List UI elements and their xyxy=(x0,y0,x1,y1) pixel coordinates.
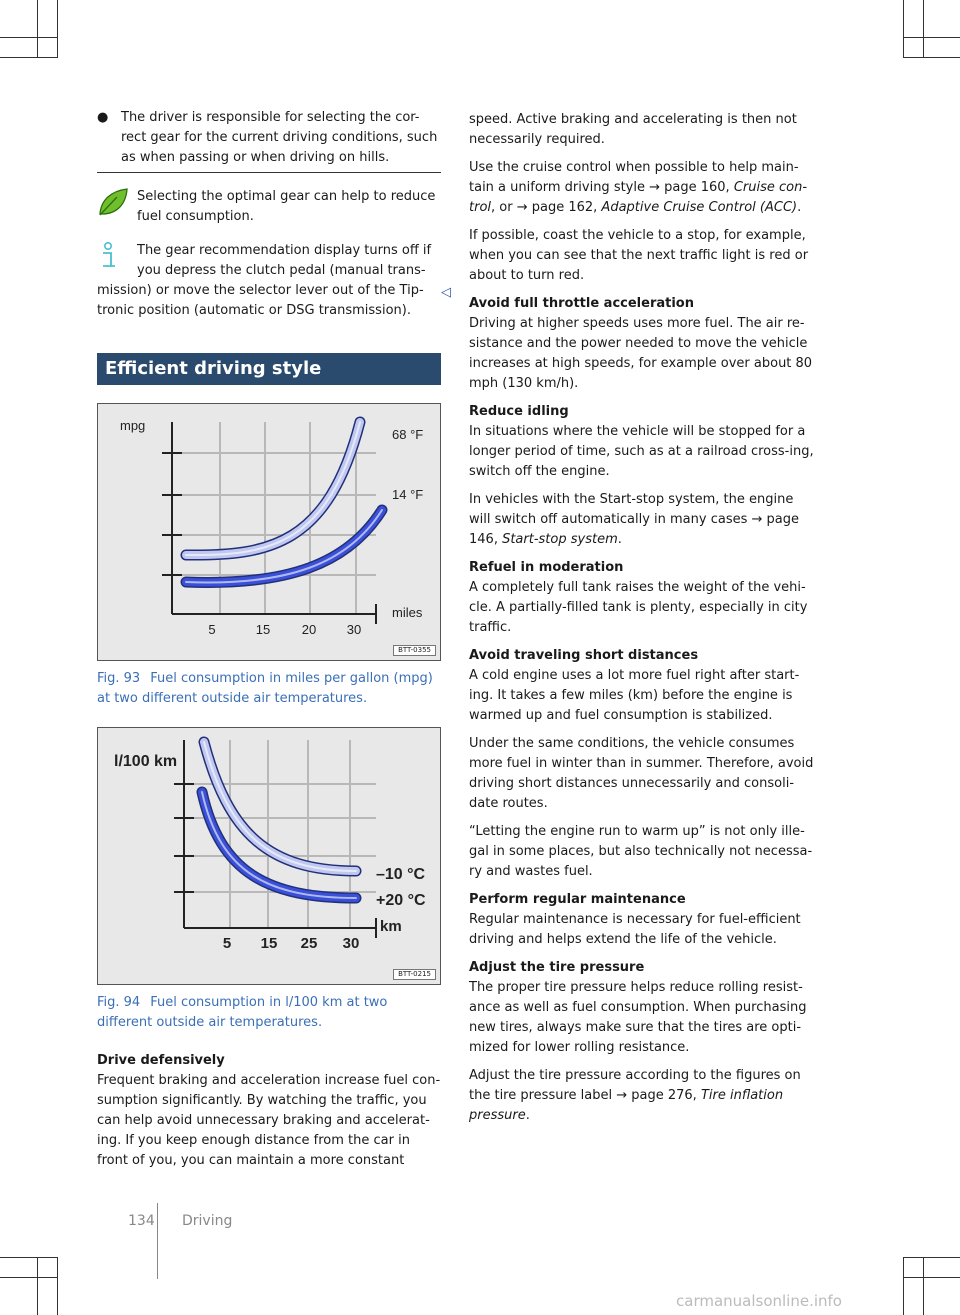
eco-note-text: Selecting the optimal gear can help to reduce fuel consumption. xyxy=(137,189,436,224)
bullet-item xyxy=(97,108,441,168)
section-title: Efficient driving style xyxy=(97,353,441,385)
heading-refuel: Refuel in moderation xyxy=(469,560,624,575)
paragraph: speed. Active braking and accelerating is then not necessarily required. xyxy=(469,112,797,147)
crop-mark xyxy=(37,1257,38,1315)
heading-idling: Reduce idling xyxy=(469,404,569,419)
right-column xyxy=(469,110,814,1134)
crop-mark xyxy=(903,1257,904,1315)
end-of-section-icon: ◁ xyxy=(441,285,451,300)
crop-mark xyxy=(37,0,38,58)
figure-number: Fig. 93 xyxy=(97,671,141,686)
crop-mark xyxy=(0,1277,58,1278)
paragraph: If possible, coast the vehicle to a stop, for example, when you can see that the next traffic light is red or about to turn red. xyxy=(469,228,809,283)
paragraph-text: In vehicles with the Start-stop system, the engine will switch off automatically in many cases → page 146, xyxy=(469,492,799,547)
heading-throttle: Avoid full throttle acceleration xyxy=(469,296,694,311)
bullet-box xyxy=(97,108,441,173)
paragraph: “Letting the engine run to warm up” is not only ille-gal in some places, but also technically not necessa-ry and wastes fuel. xyxy=(469,824,813,879)
chart1-xlabel: miles xyxy=(392,605,423,620)
heading-maintenance: Perform regular maintenance xyxy=(469,892,686,907)
figure-94-caption xyxy=(97,993,441,1033)
info-icon xyxy=(97,241,121,278)
chart1-ylabel: mpg xyxy=(120,418,146,433)
paragraph xyxy=(469,158,814,218)
paragraph-text: . xyxy=(617,532,622,547)
series-line xyxy=(186,510,382,582)
chart1-xtick: 20 xyxy=(301,622,317,637)
paragraph: A completely full tank raises the weight of the vehi-cle. A partially-filled tank is plenty, especially in city traffic. xyxy=(469,580,808,635)
cross-reference-link[interactable]: Adaptive Cruise Control (ACC) xyxy=(601,200,798,215)
paragraph: Under the same conditions, the vehicle consumes more fuel in winter than in summer. Therefore, avoid driving short distances unnecessarily and consoli-date routes. xyxy=(469,736,814,811)
paragraph: Regular maintenance is necessary for fuel-efficient driving and helps extend the life of the vehicle. xyxy=(469,912,801,947)
chart2-series-label-minus10c: –10 °C xyxy=(376,866,426,883)
heading-tire-pressure: Adjust the tire pressure xyxy=(469,960,645,975)
info-note-text-first: The gear recommendation display turns off if you depress the clutch pedal (manual trans- xyxy=(137,243,432,278)
figure-code: BTT-0355 xyxy=(393,645,436,656)
crop-mark xyxy=(903,1277,960,1278)
chart2-series-label-plus20c: +20 °C xyxy=(376,892,426,909)
crop-mark xyxy=(903,37,960,38)
l100km-chart xyxy=(98,728,440,984)
heading-drive-defensively: Drive defensively xyxy=(97,1053,225,1068)
crop-mark xyxy=(903,0,904,58)
chart1-xtick: 30 xyxy=(346,622,362,637)
eco-note xyxy=(97,187,441,227)
crop-mark xyxy=(0,57,58,58)
crop-mark xyxy=(0,37,58,38)
crop-mark xyxy=(923,1257,924,1315)
paragraph: Frequent braking and acceleration increase fuel con-sumption significantly. By watching the traffic, you can help avoid unnecessary braking and accelerat-ing. If you keep enough distance from the car in front of you, you can maintain a more constant xyxy=(97,1073,441,1168)
crop-mark xyxy=(923,0,924,58)
crop-mark xyxy=(903,57,960,58)
paragraph-text: Use the cruise control when possible to help main-tain a uniform driving style → page 160, xyxy=(469,160,799,195)
info-note xyxy=(97,241,441,321)
footer-divider xyxy=(157,1203,158,1279)
figure-93-caption xyxy=(97,669,441,709)
paragraph: In situations where the vehicle will be stopped for a longer period of time, such as at a railroad cross-ing, switch off the engine. xyxy=(469,424,814,479)
watermark: carmanualsonline.info xyxy=(676,1292,842,1310)
cross-reference-link[interactable]: Cruise con-trol xyxy=(469,180,808,215)
paragraph-text: , or → page 162, xyxy=(491,200,602,215)
chart1-series-label-68f: 68 °F xyxy=(392,427,424,442)
chart1-series-label-14f: 14 °F xyxy=(392,487,424,502)
chart2-xtick: 25 xyxy=(300,935,318,952)
figure-94 xyxy=(97,727,441,985)
figure-number: Fig. 94 xyxy=(97,995,141,1010)
chart1-xtick: 15 xyxy=(255,622,271,637)
crop-mark xyxy=(57,1257,58,1315)
crop-mark xyxy=(0,1257,58,1258)
page-number: 134 xyxy=(128,1213,155,1229)
paragraph: Driving at higher speeds uses more fuel. The air re-sistance and the power needed to move the vehicle increases at high speeds, for example over about 80 mph (130 km/h). xyxy=(469,316,813,391)
heading-short-distances: Avoid traveling short distances xyxy=(469,648,699,663)
paragraph-text: . xyxy=(797,200,802,215)
crop-mark xyxy=(57,0,58,58)
paragraph: The proper tire pressure helps reduce rolling resist-ance as well as fuel consumption. When purchasing new tires, always make sure that the tires are opti-mized for lower rolling resistance. xyxy=(469,980,807,1055)
chart1-xtick: 5 xyxy=(208,622,216,637)
footer-section-name: Driving xyxy=(182,1213,233,1229)
figure-caption-text: Fuel consumption in l/100 km at two different outside air temperatures. xyxy=(97,995,388,1030)
cross-reference-link[interactable]: Tire inflation pressure xyxy=(469,1088,784,1123)
bullet-dot-icon: ● xyxy=(97,110,109,125)
chart2-ylabel: l/100 km xyxy=(114,753,178,770)
left-column xyxy=(97,108,441,1179)
paragraph xyxy=(469,1066,814,1126)
mpg-chart xyxy=(98,404,440,660)
paragraph-text: . xyxy=(525,1108,530,1123)
paragraph-text: Adjust the tire pressure according to the figures on the tire pressure label → page 276, xyxy=(469,1068,801,1103)
figure-93 xyxy=(97,403,441,661)
info-note-text-rest: mission) or move the selector lever out of the Tip-tronic position (automatic or DSG transmission). xyxy=(97,283,424,318)
chart2-xtick: 15 xyxy=(260,935,278,952)
figure-caption-text: Fuel consumption in miles per gallon (mpg) at two different outside air temperatures. xyxy=(97,671,433,706)
chart2-xtick: 5 xyxy=(222,935,232,952)
chart2-xtick: 30 xyxy=(342,935,360,952)
paragraph: A cold engine uses a lot more fuel right after start-ing. It takes a few miles (km) before the engine is warmed up and fuel consumption is stabilized. xyxy=(469,668,800,723)
leaf-icon xyxy=(97,187,129,224)
cross-reference-link[interactable]: Start-stop system xyxy=(502,532,618,547)
chart2-xlabel: km xyxy=(380,918,402,935)
paragraph xyxy=(469,490,814,550)
figure-code: BTT-0215 xyxy=(393,969,436,980)
crop-mark xyxy=(903,1257,960,1258)
bullet-text: The driver is responsible for selecting the cor-rect gear for the current driving conditions, such as when passing or when driving on hills. xyxy=(121,110,438,165)
